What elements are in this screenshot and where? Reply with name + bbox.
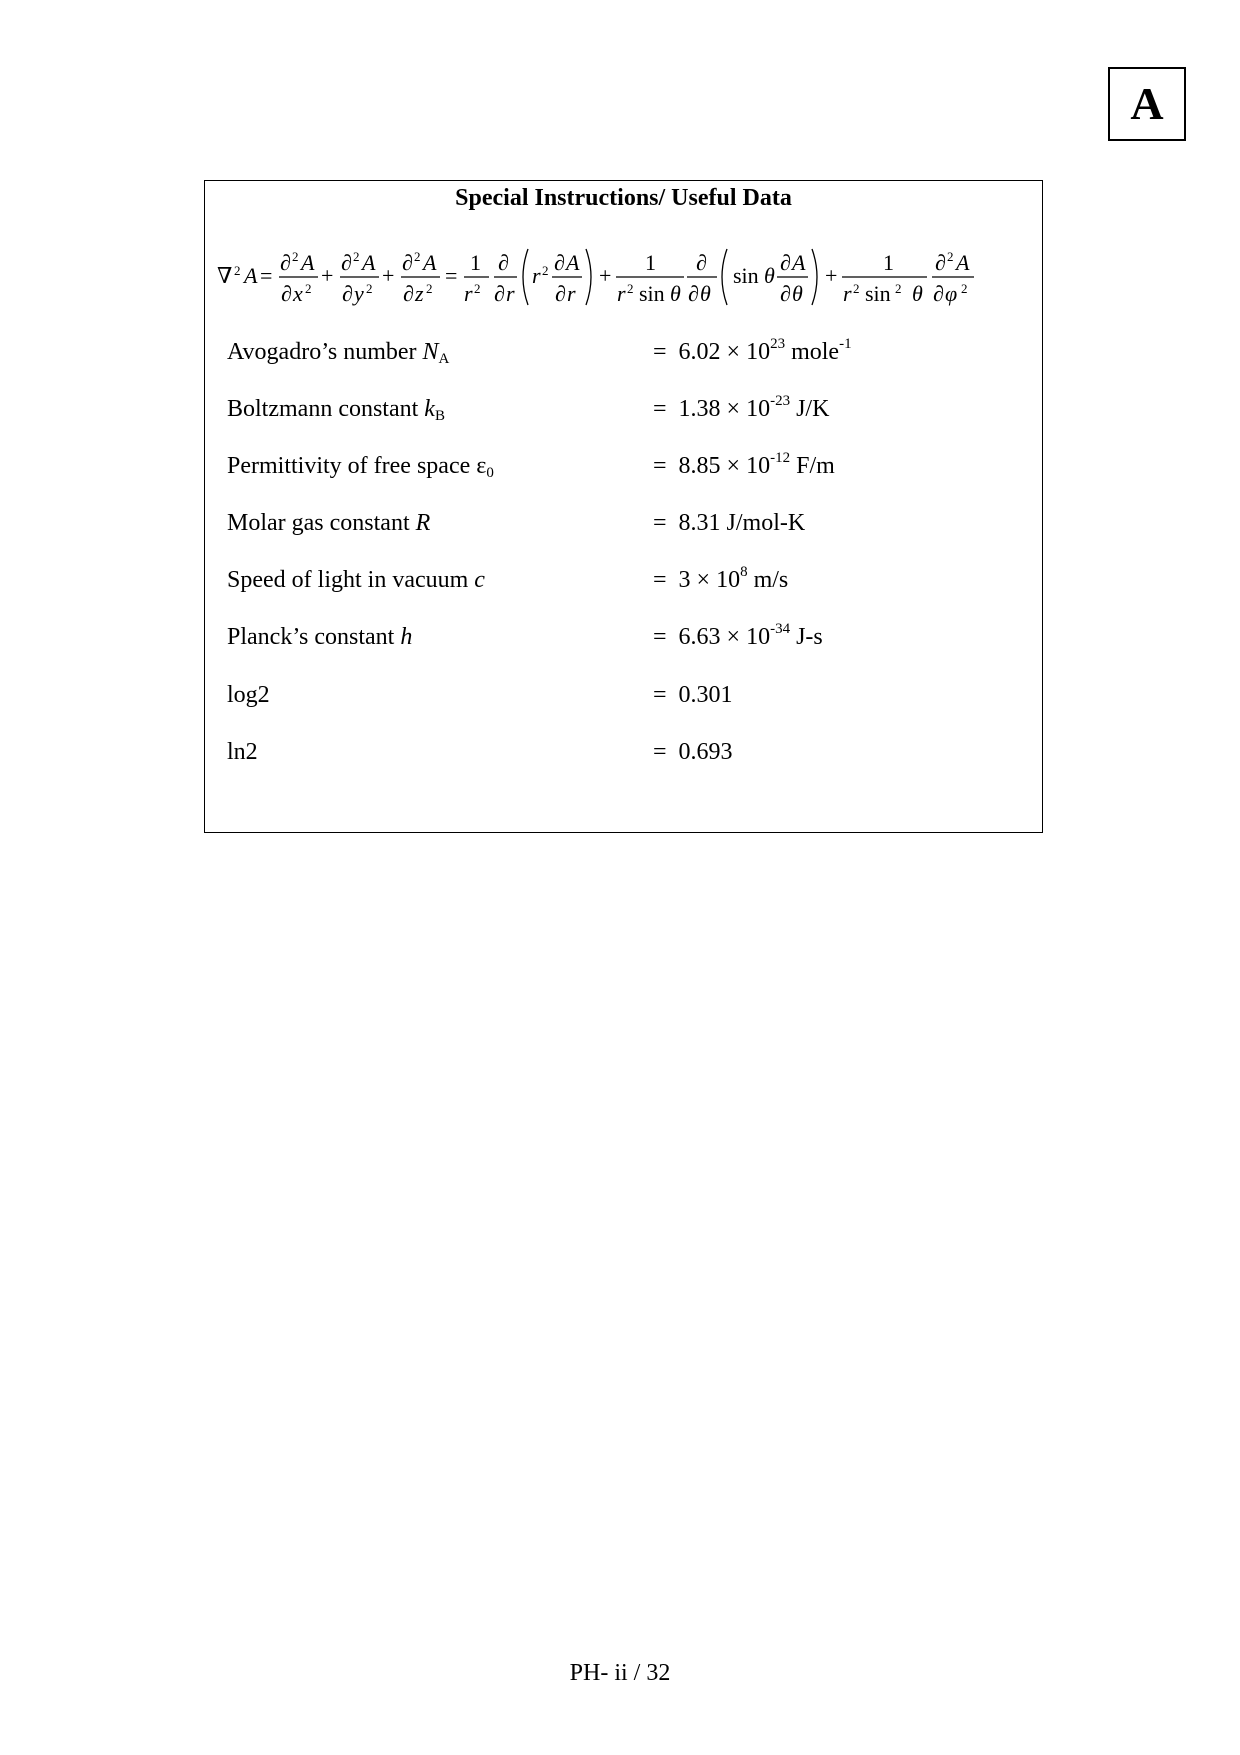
constant-row-molar-gas xyxy=(227,506,1027,540)
svg-text:θ: θ xyxy=(700,281,711,306)
svg-text:θ: θ xyxy=(792,281,803,306)
constant-row-speed-of-light xyxy=(227,563,1027,597)
svg-text:∂: ∂ xyxy=(280,250,291,275)
svg-text:2: 2 xyxy=(474,281,481,296)
svg-text:sin: sin xyxy=(865,281,891,306)
svg-text:A: A xyxy=(301,250,315,275)
svg-text:∂: ∂ xyxy=(281,281,292,306)
svg-text:y: y xyxy=(354,281,364,306)
constant-value: = $3 \times 10^8$ m/s xyxy=(653,564,789,593)
svg-text:+: + xyxy=(825,263,838,288)
svg-text:+: + xyxy=(599,263,612,288)
svg-text:r: r xyxy=(532,263,541,288)
svg-text:2: 2 xyxy=(542,263,549,278)
laplacian-equation xyxy=(217,239,1032,309)
svg-text:∂: ∂ xyxy=(342,281,353,306)
svg-text:z: z xyxy=(415,281,424,306)
constant-value: = $6.02 \times 10^{23}$ mole$^{-1}$ xyxy=(653,336,852,365)
svg-text:1: 1 xyxy=(645,250,656,275)
box-title: Special Instructions/ Useful Data xyxy=(455,185,792,211)
svg-text:2: 2 xyxy=(627,281,634,296)
svg-text:1: 1 xyxy=(470,250,481,275)
svg-text:∂: ∂ xyxy=(555,281,566,306)
svg-text:∂: ∂ xyxy=(403,281,414,306)
svg-text:2: 2 xyxy=(426,281,433,296)
svg-text:2: 2 xyxy=(366,281,373,296)
svg-text:A: A xyxy=(362,250,376,275)
constant-name: Avogadro’s number $N_A$ xyxy=(227,339,450,367)
constant-value: = $6.63 \times 10^{-34}$ J-s xyxy=(653,621,823,650)
page-footer: PH- ii / 32 xyxy=(569,1660,671,1686)
constant-row-log2 xyxy=(227,678,1027,712)
svg-text:2: 2 xyxy=(853,281,860,296)
svg-text:A: A xyxy=(423,250,437,275)
constant-value: = $1.38 \times 10^{-23}$ J/K xyxy=(653,393,830,422)
svg-text:2: 2 xyxy=(305,281,312,296)
constant-name: ln2 xyxy=(227,739,258,765)
svg-text:θ: θ xyxy=(912,281,923,306)
svg-text:2: 2 xyxy=(414,249,421,264)
constant-name: Planck’s constant h xyxy=(227,624,413,650)
svg-text:∂: ∂ xyxy=(935,250,946,275)
svg-text:∂: ∂ xyxy=(494,281,505,306)
constant-name: Speed of light in vacuum c xyxy=(227,567,485,593)
svg-text:∂: ∂ xyxy=(780,250,791,275)
svg-text:r: r xyxy=(617,281,626,306)
svg-text:r: r xyxy=(843,281,852,306)
svg-text:A: A xyxy=(566,250,580,275)
svg-text:A: A xyxy=(792,250,806,275)
svg-text:+: + xyxy=(321,263,334,288)
svg-text:∂: ∂ xyxy=(933,281,944,306)
svg-text:A: A xyxy=(956,250,970,275)
constant-name: Permittivity of free space $\varepsilon_0$ xyxy=(227,453,494,481)
constant-value: = 8.31 J/mol-K xyxy=(653,510,806,536)
svg-text:r: r xyxy=(506,281,515,306)
constant-row-ln2 xyxy=(227,735,1027,769)
svg-text:A: A xyxy=(244,263,258,288)
constant-value: = 0.301 xyxy=(653,682,733,708)
constant-value: = $8.85 \times 10^{-12}$ F/m xyxy=(653,450,835,479)
svg-text:∂: ∂ xyxy=(554,250,565,275)
constant-row-avogadro xyxy=(227,335,1027,369)
svg-text:=: = xyxy=(260,263,273,288)
svg-text:2: 2 xyxy=(292,249,299,264)
constant-row-boltzmann xyxy=(227,392,1027,426)
constant-value: = 0.693 xyxy=(653,739,733,765)
svg-text:θ: θ xyxy=(764,263,775,288)
svg-text:∂: ∂ xyxy=(402,250,413,275)
svg-text:2: 2 xyxy=(895,281,902,296)
svg-text:∂: ∂ xyxy=(696,250,707,275)
constant-name: log2 xyxy=(227,682,270,708)
svg-text:2: 2 xyxy=(947,249,954,264)
svg-text:2: 2 xyxy=(961,281,968,296)
svg-text:∂: ∂ xyxy=(341,250,352,275)
svg-text:sin: sin xyxy=(639,281,665,306)
svg-text:r: r xyxy=(567,281,576,306)
svg-text:θ: θ xyxy=(670,281,681,306)
constant-row-planck xyxy=(227,620,1027,654)
paper-code-badge: A xyxy=(1108,67,1186,141)
svg-text:∂: ∂ xyxy=(498,250,509,275)
svg-text:2: 2 xyxy=(234,263,241,278)
constant-name: Boltzmann constant $k_B$ xyxy=(227,396,445,424)
svg-text:2: 2 xyxy=(353,249,360,264)
svg-text:x: x xyxy=(293,281,303,306)
svg-text:∇: ∇ xyxy=(217,263,233,288)
constant-name: Molar gas constant R xyxy=(227,510,431,536)
svg-text:∂: ∂ xyxy=(780,281,791,306)
svg-text:r: r xyxy=(464,281,473,306)
svg-text:+: + xyxy=(382,263,395,288)
useful-data-box xyxy=(204,180,1043,833)
svg-text:=: = xyxy=(445,263,458,288)
svg-text:1: 1 xyxy=(883,250,894,275)
svg-text:∂: ∂ xyxy=(688,281,699,306)
svg-text:φ: φ xyxy=(945,281,958,306)
constant-row-permittivity xyxy=(227,449,1027,483)
svg-text:sin: sin xyxy=(733,263,759,288)
